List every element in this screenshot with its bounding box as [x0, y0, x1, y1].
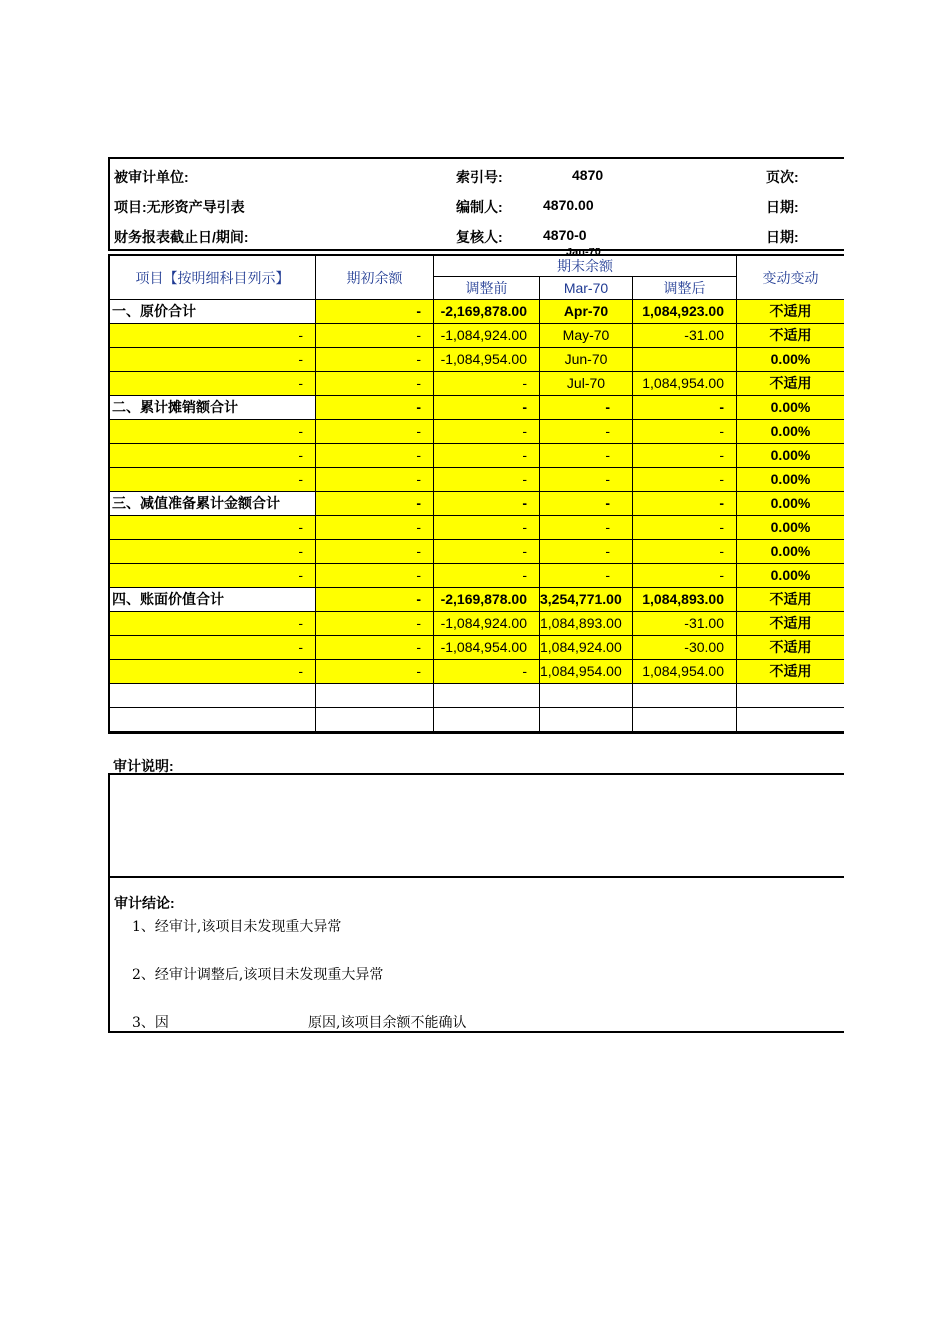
- table-cell-after: -: [633, 540, 737, 564]
- col-header-after: 调整后: [633, 277, 737, 300]
- table-cell-before: -1,084,924.00: [434, 324, 540, 348]
- table-cell-before: -1,084,924.00: [434, 612, 540, 636]
- conclusion-line-2: 2、经审计调整后,该项目未发现重大异常: [132, 967, 384, 983]
- table-cell-mid: -: [540, 492, 633, 516]
- table-cell-before: -: [434, 540, 540, 564]
- table-cell-mid: 1,084,954.00: [540, 660, 633, 684]
- table-cell-opening: -: [316, 372, 434, 396]
- table-cell-empty: [316, 708, 434, 732]
- table-cell-before: -: [434, 564, 540, 588]
- table-cell-after: 1,084,954.00: [633, 660, 737, 684]
- table-cell-after: -: [633, 468, 737, 492]
- table-cell-mid: Jul-70: [540, 372, 633, 396]
- table-cell-before: -: [434, 516, 540, 540]
- table-cell-empty: [434, 684, 540, 708]
- table-cell-after: -31.00: [633, 612, 737, 636]
- table-cell-empty: [633, 708, 737, 732]
- col-header-mar: Mar-70: [540, 277, 633, 300]
- table-cell-mid: 1,084,924.00: [540, 636, 633, 660]
- table-cell-item: -: [110, 564, 316, 588]
- table-cell-item: -: [110, 468, 316, 492]
- table-cell-empty: [737, 708, 844, 732]
- table-cell-change: 不适用: [737, 636, 844, 660]
- table-cell-empty: [540, 708, 633, 732]
- table-cell-before: -: [434, 396, 540, 420]
- table-cell-change: 0.00%: [737, 516, 844, 540]
- table-cell-mid: 1,084,893.00: [540, 612, 633, 636]
- table-cell-item: -: [110, 348, 316, 372]
- col-header-opening: 期初余额: [316, 256, 434, 300]
- table-cell-opening: -: [316, 564, 434, 588]
- table-cell-item: -: [110, 612, 316, 636]
- table-cell-opening: -: [316, 492, 434, 516]
- notes-block: [108, 773, 844, 1033]
- table-cell-opening: -: [316, 588, 434, 612]
- table-cell-item: 一、原价合计: [110, 300, 316, 324]
- overlap-text: Jan-70: [566, 248, 601, 256]
- table-cell-mid: -: [540, 444, 633, 468]
- table-cell-mid: -: [540, 396, 633, 420]
- table-cell-item: -: [110, 444, 316, 468]
- col-header-item: 项目【按明细科目列示】: [110, 256, 316, 300]
- table-cell-change: 0.00%: [737, 468, 844, 492]
- conclusion-line-1: 1、经审计,该项目未发现重大异常: [132, 919, 342, 935]
- date-label-2: 日期:: [766, 229, 799, 245]
- table-cell-after: 1,084,954.00: [633, 372, 737, 396]
- table-cell-mid: May-70: [540, 324, 633, 348]
- table-cell-item: -: [110, 636, 316, 660]
- table-cell-change: 0.00%: [737, 540, 844, 564]
- table-cell-after: -31.00: [633, 324, 737, 348]
- conclusion-line-3b: 原因,该项目余额不能确认: [308, 1015, 467, 1031]
- notes-divider: [110, 876, 844, 878]
- table-cell-mid: -: [540, 468, 633, 492]
- table-cell-change: 0.00%: [737, 444, 844, 468]
- table-cell-item: -: [110, 324, 316, 348]
- table-cell-opening: -: [316, 612, 434, 636]
- table-cell-opening: -: [316, 396, 434, 420]
- col-header-ending: 期末余额: [434, 256, 737, 277]
- table-cell-empty: [316, 684, 434, 708]
- date-label-1: 日期:: [766, 199, 799, 215]
- period-label: 财务报表截止日/期间:: [114, 229, 249, 245]
- table-cell-opening: -: [316, 540, 434, 564]
- table-cell-after: -: [633, 492, 737, 516]
- table-cell-item: -: [110, 660, 316, 684]
- table-cell-opening: -: [316, 468, 434, 492]
- table-cell-change: 不适用: [737, 588, 844, 612]
- table-cell-after: -: [633, 444, 737, 468]
- table-cell-item: -: [110, 372, 316, 396]
- index-label: 索引号:: [456, 169, 503, 185]
- table-cell-after: -30.00: [633, 636, 737, 660]
- table-cell-after: 1,084,893.00: [633, 588, 737, 612]
- index-value: 4870: [572, 167, 604, 183]
- table-cell-change: 不适用: [737, 372, 844, 396]
- table-cell-mid: -: [540, 516, 633, 540]
- page-label: 页次:: [766, 169, 799, 185]
- table-cell-before: -: [434, 372, 540, 396]
- table-cell-change: 不适用: [737, 612, 844, 636]
- table-cell-before: -1,084,954.00: [434, 636, 540, 660]
- table-cell-opening: -: [316, 300, 434, 324]
- table-cell-change: 0.00%: [737, 396, 844, 420]
- table-cell-change: 不适用: [737, 300, 844, 324]
- table-cell-mid: 3,254,771.00: [540, 588, 633, 612]
- table-cell-change: 0.00%: [737, 420, 844, 444]
- table-cell-mid: -: [540, 540, 633, 564]
- preparer-label: 编制人:: [456, 199, 503, 215]
- table-cell-opening: -: [316, 324, 434, 348]
- col-header-change: 变动变动: [737, 256, 844, 300]
- table-cell-before: -: [434, 420, 540, 444]
- table-cell-after: 1,084,923.00: [633, 300, 737, 324]
- table-cell-before: -2,169,878.00: [434, 300, 540, 324]
- table-cell-before: -2,169,878.00: [434, 588, 540, 612]
- table-cell-after: -: [633, 564, 737, 588]
- table-cell-before: -: [434, 492, 540, 516]
- table-cell-opening: -: [316, 420, 434, 444]
- table-cell-before: -: [434, 660, 540, 684]
- header-block: [108, 157, 844, 251]
- table-cell-before: -: [434, 468, 540, 492]
- col-header-before: 调整前: [434, 277, 540, 300]
- table-cell-after: -: [633, 420, 737, 444]
- table-cell-empty: [110, 708, 316, 732]
- table-cell-opening: -: [316, 348, 434, 372]
- table-cell-change: 不适用: [737, 324, 844, 348]
- table-cell-item: -: [110, 540, 316, 564]
- reviewer-value: 4870-0: [543, 227, 587, 243]
- table-cell-item: 四、账面价值合计: [110, 588, 316, 612]
- table-cell-empty: [110, 684, 316, 708]
- table-cell-after: [633, 348, 737, 372]
- table-cell-item: -: [110, 516, 316, 540]
- project-label: 项目:无形资产导引表: [114, 199, 245, 215]
- table-cell-mid: Jun-70: [540, 348, 633, 372]
- conclusion-label: 审计结论:: [114, 895, 175, 911]
- table-cell-change: 0.00%: [737, 564, 844, 588]
- table-cell-empty: [434, 708, 540, 732]
- table-cell-opening: -: [316, 444, 434, 468]
- table-cell-opening: -: [316, 636, 434, 660]
- reviewer-label: 复核人:: [456, 229, 503, 245]
- table-cell-mid: Apr-70: [540, 300, 633, 324]
- table-cell-opening: -: [316, 660, 434, 684]
- table-cell-mid: -: [540, 420, 633, 444]
- table-cell-empty: [540, 684, 633, 708]
- table-cell-before: -1,084,954.00: [434, 348, 540, 372]
- table-cell-change: 0.00%: [737, 348, 844, 372]
- table-cell-after: -: [633, 396, 737, 420]
- table-cell-after: -: [633, 516, 737, 540]
- table-cell-before: -: [434, 444, 540, 468]
- table-cell-opening: -: [316, 516, 434, 540]
- preparer-value: 4870.00: [543, 197, 594, 213]
- table-cell-change: 0.00%: [737, 492, 844, 516]
- table-cell-item: 三、减值准备累计金额合计: [110, 492, 316, 516]
- table-cell-change: 不适用: [737, 660, 844, 684]
- conclusion-line-3a: 3、因: [132, 1015, 169, 1031]
- table-cell-empty: [633, 684, 737, 708]
- table-cell-item: -: [110, 420, 316, 444]
- guide-table: [108, 254, 844, 734]
- table-cell-item: 二、累计摊销额合计: [110, 396, 316, 420]
- table-cell-empty: [737, 684, 844, 708]
- auditee-label: 被审计单位:: [114, 169, 189, 185]
- explanation-label: 审计说明:: [113, 758, 174, 774]
- table-cell-mid: -: [540, 564, 633, 588]
